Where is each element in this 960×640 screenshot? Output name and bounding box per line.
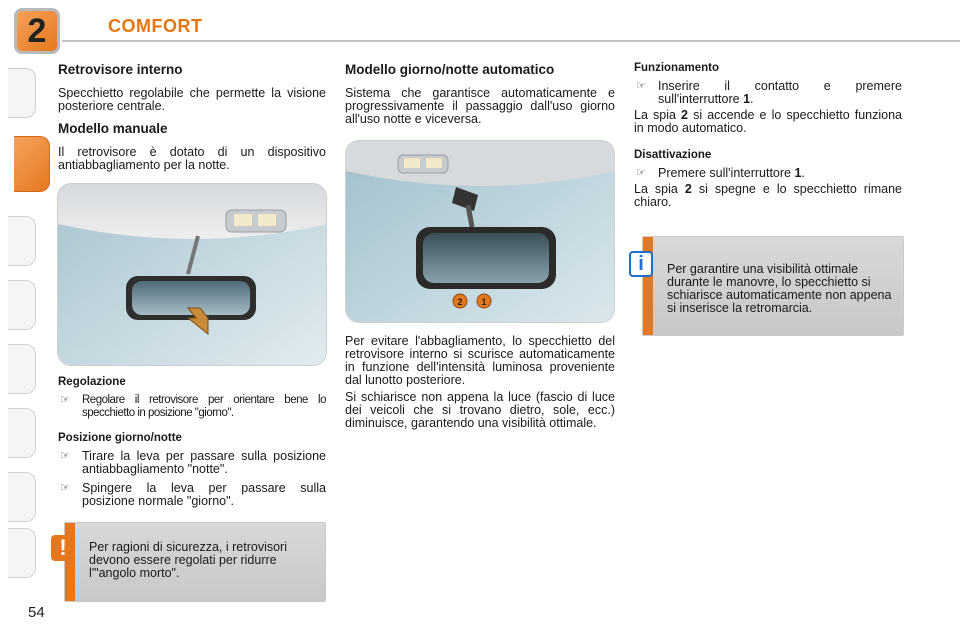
chapter-tab-8[interactable] bbox=[8, 528, 36, 578]
paragraph-automatico: Sistema che garantisce automaticamente e progressivamente il passaggio dall'uso giorno all'uso notte e viceversa. bbox=[345, 86, 615, 126]
text-span: La spia bbox=[634, 182, 685, 196]
header-rule bbox=[62, 40, 960, 42]
list-item bbox=[634, 80, 902, 106]
text-span: si spegne e lo specchietto rimane chiaro. bbox=[634, 182, 903, 209]
chapter-tab-5[interactable] bbox=[8, 344, 36, 394]
pointing-finger-icon: ☞ bbox=[636, 80, 646, 92]
warning-icon: ! bbox=[51, 535, 75, 561]
page-title: COMFORT bbox=[108, 16, 203, 36]
chapter-tab-3[interactable] bbox=[8, 216, 36, 266]
manual-mirror-illustration bbox=[57, 183, 327, 366]
list-item bbox=[58, 394, 326, 420]
list-item bbox=[58, 450, 326, 476]
chapter-tab-7[interactable] bbox=[8, 472, 36, 522]
chapter-tab-4[interactable] bbox=[8, 280, 36, 330]
subsection-giorno-notte: Posizione giorno/notte bbox=[58, 432, 182, 444]
side-tabs bbox=[0, 68, 36, 578]
chapter-badge bbox=[14, 8, 60, 54]
column-left-lower bbox=[58, 376, 326, 508]
chapter-tab-2-active[interactable] bbox=[14, 136, 50, 192]
subsection-disattivazione: Disattivazione bbox=[634, 149, 712, 161]
section-title-retrovisore: Retrovisore interno bbox=[58, 62, 183, 77]
chapter-number: 2 bbox=[27, 11, 47, 50]
info-note bbox=[638, 236, 904, 336]
list-item bbox=[58, 482, 326, 508]
switch-number: 1 bbox=[743, 92, 751, 106]
auto-mirror-illustration bbox=[345, 140, 615, 323]
bullet-text: Spingere la leva per passare sulla posizione normale "giorno". bbox=[82, 481, 326, 508]
bullet-text: Premere sull'interruttore bbox=[658, 166, 795, 180]
pointing-finger-icon: ☞ bbox=[60, 482, 70, 494]
chapter-tab-6[interactable] bbox=[8, 408, 36, 458]
subsection-funzionamento: Funzionamento bbox=[634, 62, 719, 74]
info-text: Per garantire una visibilità ottimale durante le manovre, lo specchietto si schiarisce automaticamente non appena si inserisce la retromarcia. bbox=[667, 262, 892, 315]
manual-mirror-drawing bbox=[58, 184, 327, 366]
auto-mirror-drawing bbox=[346, 141, 615, 323]
text-span: si accende e lo specchietto funziona in modo automatico. bbox=[634, 108, 903, 135]
column-middle bbox=[345, 62, 615, 126]
text-span: La spia bbox=[634, 108, 682, 122]
pointing-finger-icon: ☞ bbox=[60, 450, 70, 462]
info-icon: i bbox=[629, 251, 653, 277]
column-middle-lower bbox=[345, 335, 615, 430]
column-right bbox=[634, 62, 902, 209]
section-title-manuale: Modello manuale bbox=[58, 121, 168, 136]
pointing-finger-icon: ☞ bbox=[636, 167, 646, 179]
lamp-number: 2 bbox=[684, 182, 692, 196]
bullet-end: . bbox=[750, 92, 754, 106]
bullet-text: Tirare la leva per passare sulla posizione antiabbagliamento "notte". bbox=[82, 449, 326, 476]
section-title-automatico: Modello giorno/notte automatico bbox=[345, 62, 555, 77]
callout-2: 2 bbox=[457, 297, 463, 307]
bullet-end: . bbox=[801, 166, 805, 180]
subsection-regolazione: Regolazione bbox=[58, 376, 126, 388]
warning-text: Per ragioni di sicurezza, i retrovisori devono essere regolati per ridurre l'"angolo morto". bbox=[89, 540, 287, 580]
paragraph-schiarisce: Si schiarisce non appena la luce (fascio di luce dei veicoli che si trovano dietro, sole, ecc.) diminuisce, garantendo una visibilità ottimale. bbox=[345, 390, 615, 430]
column-left bbox=[58, 62, 326, 172]
paragraph-intro: Specchietto regolabile che permette la visione posteriore centrale. bbox=[58, 86, 326, 113]
pointing-finger-icon: ☞ bbox=[60, 394, 70, 406]
warning-note bbox=[59, 522, 326, 602]
paragraph-spia-off bbox=[634, 183, 902, 209]
paragraph-manuale: Il retrovisore è dotato di un dispositivo antiabbagliamento per la notte. bbox=[58, 145, 326, 172]
bullet-text: Regolare il retrovisore per orientare bene lo specchietto in posizione "giorno". bbox=[82, 394, 326, 419]
bullet-text: Inserire il contatto e premere sull'interruttore bbox=[658, 79, 902, 106]
callout-1: 1 bbox=[481, 297, 487, 307]
lamp-number: 2 bbox=[681, 108, 688, 122]
page-number: 54 bbox=[28, 604, 45, 621]
paragraph-spia-on bbox=[634, 109, 902, 135]
list-item bbox=[634, 167, 902, 180]
paragraph-abbagliamento: Per evitare l'abbagliamento, lo specchietto del retrovisore interno si scurisce automaticamente in funzione dell'intensità luminosa proveniente dal lunotto posteriore. bbox=[345, 334, 615, 387]
switch-number: 1 bbox=[794, 166, 802, 180]
chapter-tab-1[interactable] bbox=[8, 68, 36, 118]
